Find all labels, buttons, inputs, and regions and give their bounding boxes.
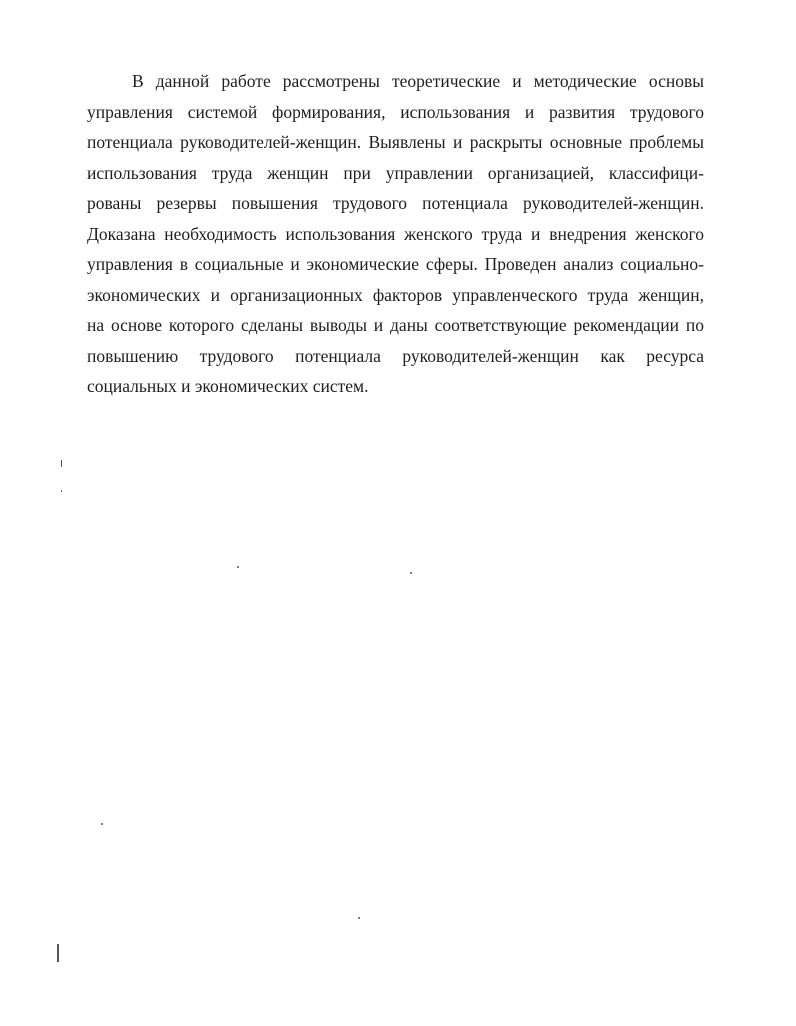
- paragraph-line: Доказана необходимость использования женского труда и внедрения женского: [87, 223, 704, 244]
- paragraph-line: социальных и экономических систем.: [87, 376, 369, 396]
- paragraph-line: потенциала руководителей-женщин. Выявлены и раскрыты основные проблемы: [87, 132, 704, 152]
- scan-mark: [101, 823, 103, 825]
- scan-mark: [358, 917, 360, 919]
- scan-mark: [57, 944, 59, 962]
- scan-mark: [410, 572, 412, 574]
- body-paragraph: [87, 66, 704, 402]
- paragraph-line: использования труда женщин при управлении организацией, классифици-: [87, 162, 704, 183]
- scan-mark: [61, 490, 62, 492]
- paragraph-line: управления системой формирования, использования и развития трудового: [87, 101, 704, 122]
- paragraph-line: экономических и организационных факторов управленческого труда женщин,: [87, 284, 704, 305]
- paragraph-line: на основе которого сделаны выводы и даны соответствующие рекомендации по: [87, 315, 704, 335]
- paragraph-line: В данной работе рассмотрены теоретические и методические основы: [132, 71, 704, 91]
- scan-mark: [237, 566, 239, 568]
- paragraph-line: рованы резервы повышения трудового потенциала руководителей-женщин.: [87, 193, 704, 213]
- paragraph-line: управления в социальные и экономические сферы. Проведен анализ социально-: [87, 254, 704, 274]
- scan-mark: [61, 460, 62, 467]
- paragraph-line: повышению трудового потенциала руководителей-женщин как ресурса: [87, 345, 704, 366]
